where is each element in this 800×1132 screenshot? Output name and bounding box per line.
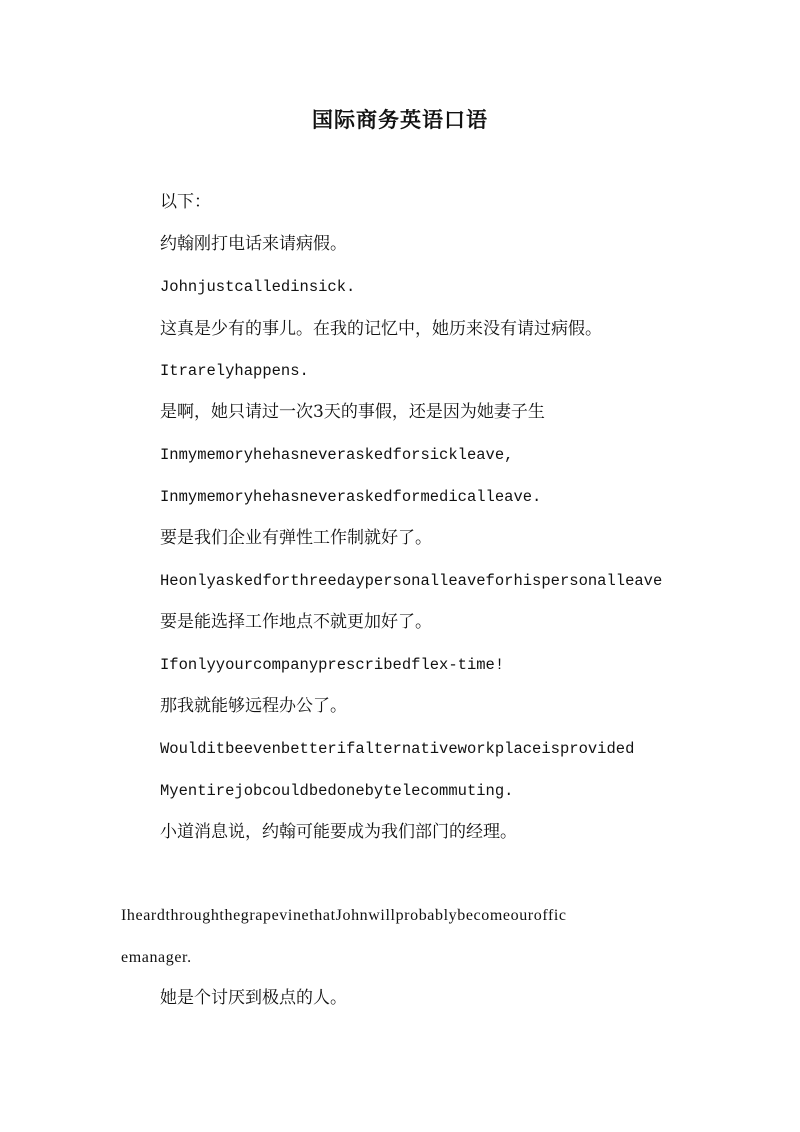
text-line-1: 以下： xyxy=(160,192,211,212)
text-line-5: Itrarelyhappens. xyxy=(160,362,309,380)
text-line-16: 小道消息说，约翰可能要成为我们部门的经理。 xyxy=(160,822,517,842)
text-line-19: 她是个讨厌到极点的人。 xyxy=(160,988,347,1008)
text-line-2: 约翰刚打电话来请病假。 xyxy=(160,234,347,254)
text-line-10: Heonlyaskedforthreedaypersonalleaveforhispersonalleave xyxy=(160,572,663,590)
text-line-17: IheardthroughthegrapevinethatJohnwillprobablybecomeouroffic xyxy=(121,907,567,924)
document-title: 国际商务英语口语 xyxy=(312,107,488,132)
text-line-11: 要是能选择工作地点不就更加好了。 xyxy=(160,612,432,632)
text-line-8: Inmymemoryhehasneveraskedformedicalleave. xyxy=(160,488,542,506)
text-line-7: Inmymemoryhehasneveraskedforsickleave, xyxy=(160,446,514,464)
text-line-15: Myentirejobcouldbedonebytelecommuting. xyxy=(160,782,514,800)
text-line-14: Woulditbeevenbetterifalternativeworkplaceisprovided xyxy=(160,740,635,758)
text-line-9: 要是我们企业有弹性工作制就好了。 xyxy=(160,528,432,548)
text-line-18: emanager. xyxy=(121,949,192,966)
text-line-3: Johnjustcalledinsick. xyxy=(160,278,356,296)
text-line-12: Ifonlyyourcompanyprescribedflex-time! xyxy=(160,656,505,674)
text-line-6: 是啊，她只请过一次3天的事假，还是因为她妻子生 xyxy=(160,402,545,422)
text-line-13: 那我就能够远程办公了。 xyxy=(160,696,347,716)
text-line-4: 这真是少有的事儿。在我的记忆中，她历来没有请过病假。 xyxy=(160,319,602,339)
